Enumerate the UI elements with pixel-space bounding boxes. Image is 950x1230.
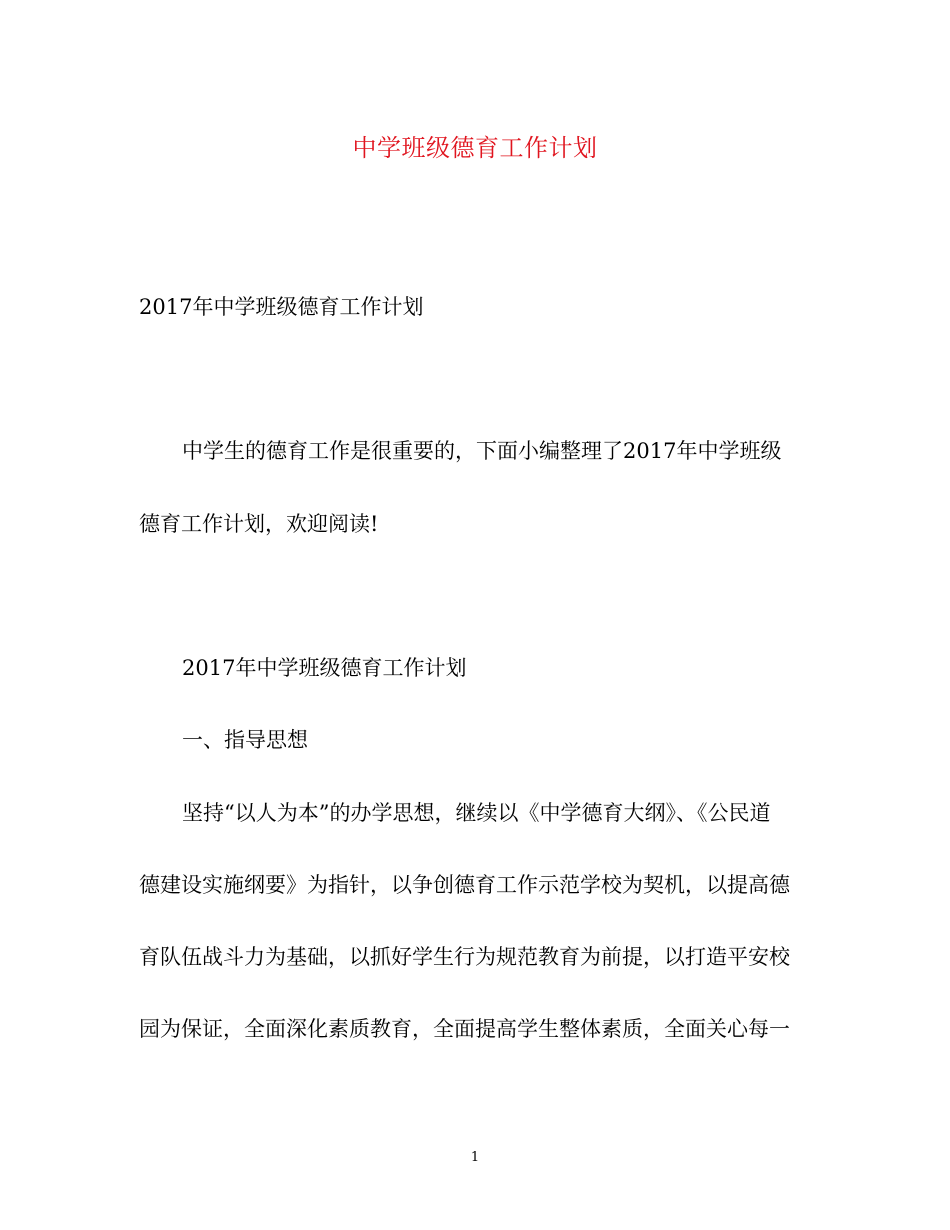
page-number: 1 <box>470 1150 480 1165</box>
document-title: 中学班级德育工作计划 <box>352 134 598 162</box>
paragraph-line-2: 德建设实施纲要》为指针，以争创德育工作示范学校为契机，以提高德 <box>139 873 790 897</box>
part-one-heading: 一、指导思想 <box>182 728 308 752</box>
paragraph-line-3: 育队伍战斗力为基础，以抓好学生行为规范教育为前提，以打造平安校 <box>139 945 790 969</box>
paragraph-line-1: 坚持“以人为本”的办学思想，继续以《中学德育大纲》、《公民道 <box>182 801 771 825</box>
document-subtitle: 2017年中学班级德育工作计划 <box>139 295 424 319</box>
intro-line-2: 德育工作计划，欢迎阅读! <box>139 512 379 536</box>
paragraph-line-4: 园为保证，全面深化素质教育，全面提高学生整体素质，全面关心每一 <box>139 1017 790 1041</box>
intro-line-1: 中学生的德育工作是很重要的，下面小编整理了2017年中学班级 <box>182 439 782 463</box>
section-heading: 2017年中学班级德育工作计划 <box>182 656 467 680</box>
